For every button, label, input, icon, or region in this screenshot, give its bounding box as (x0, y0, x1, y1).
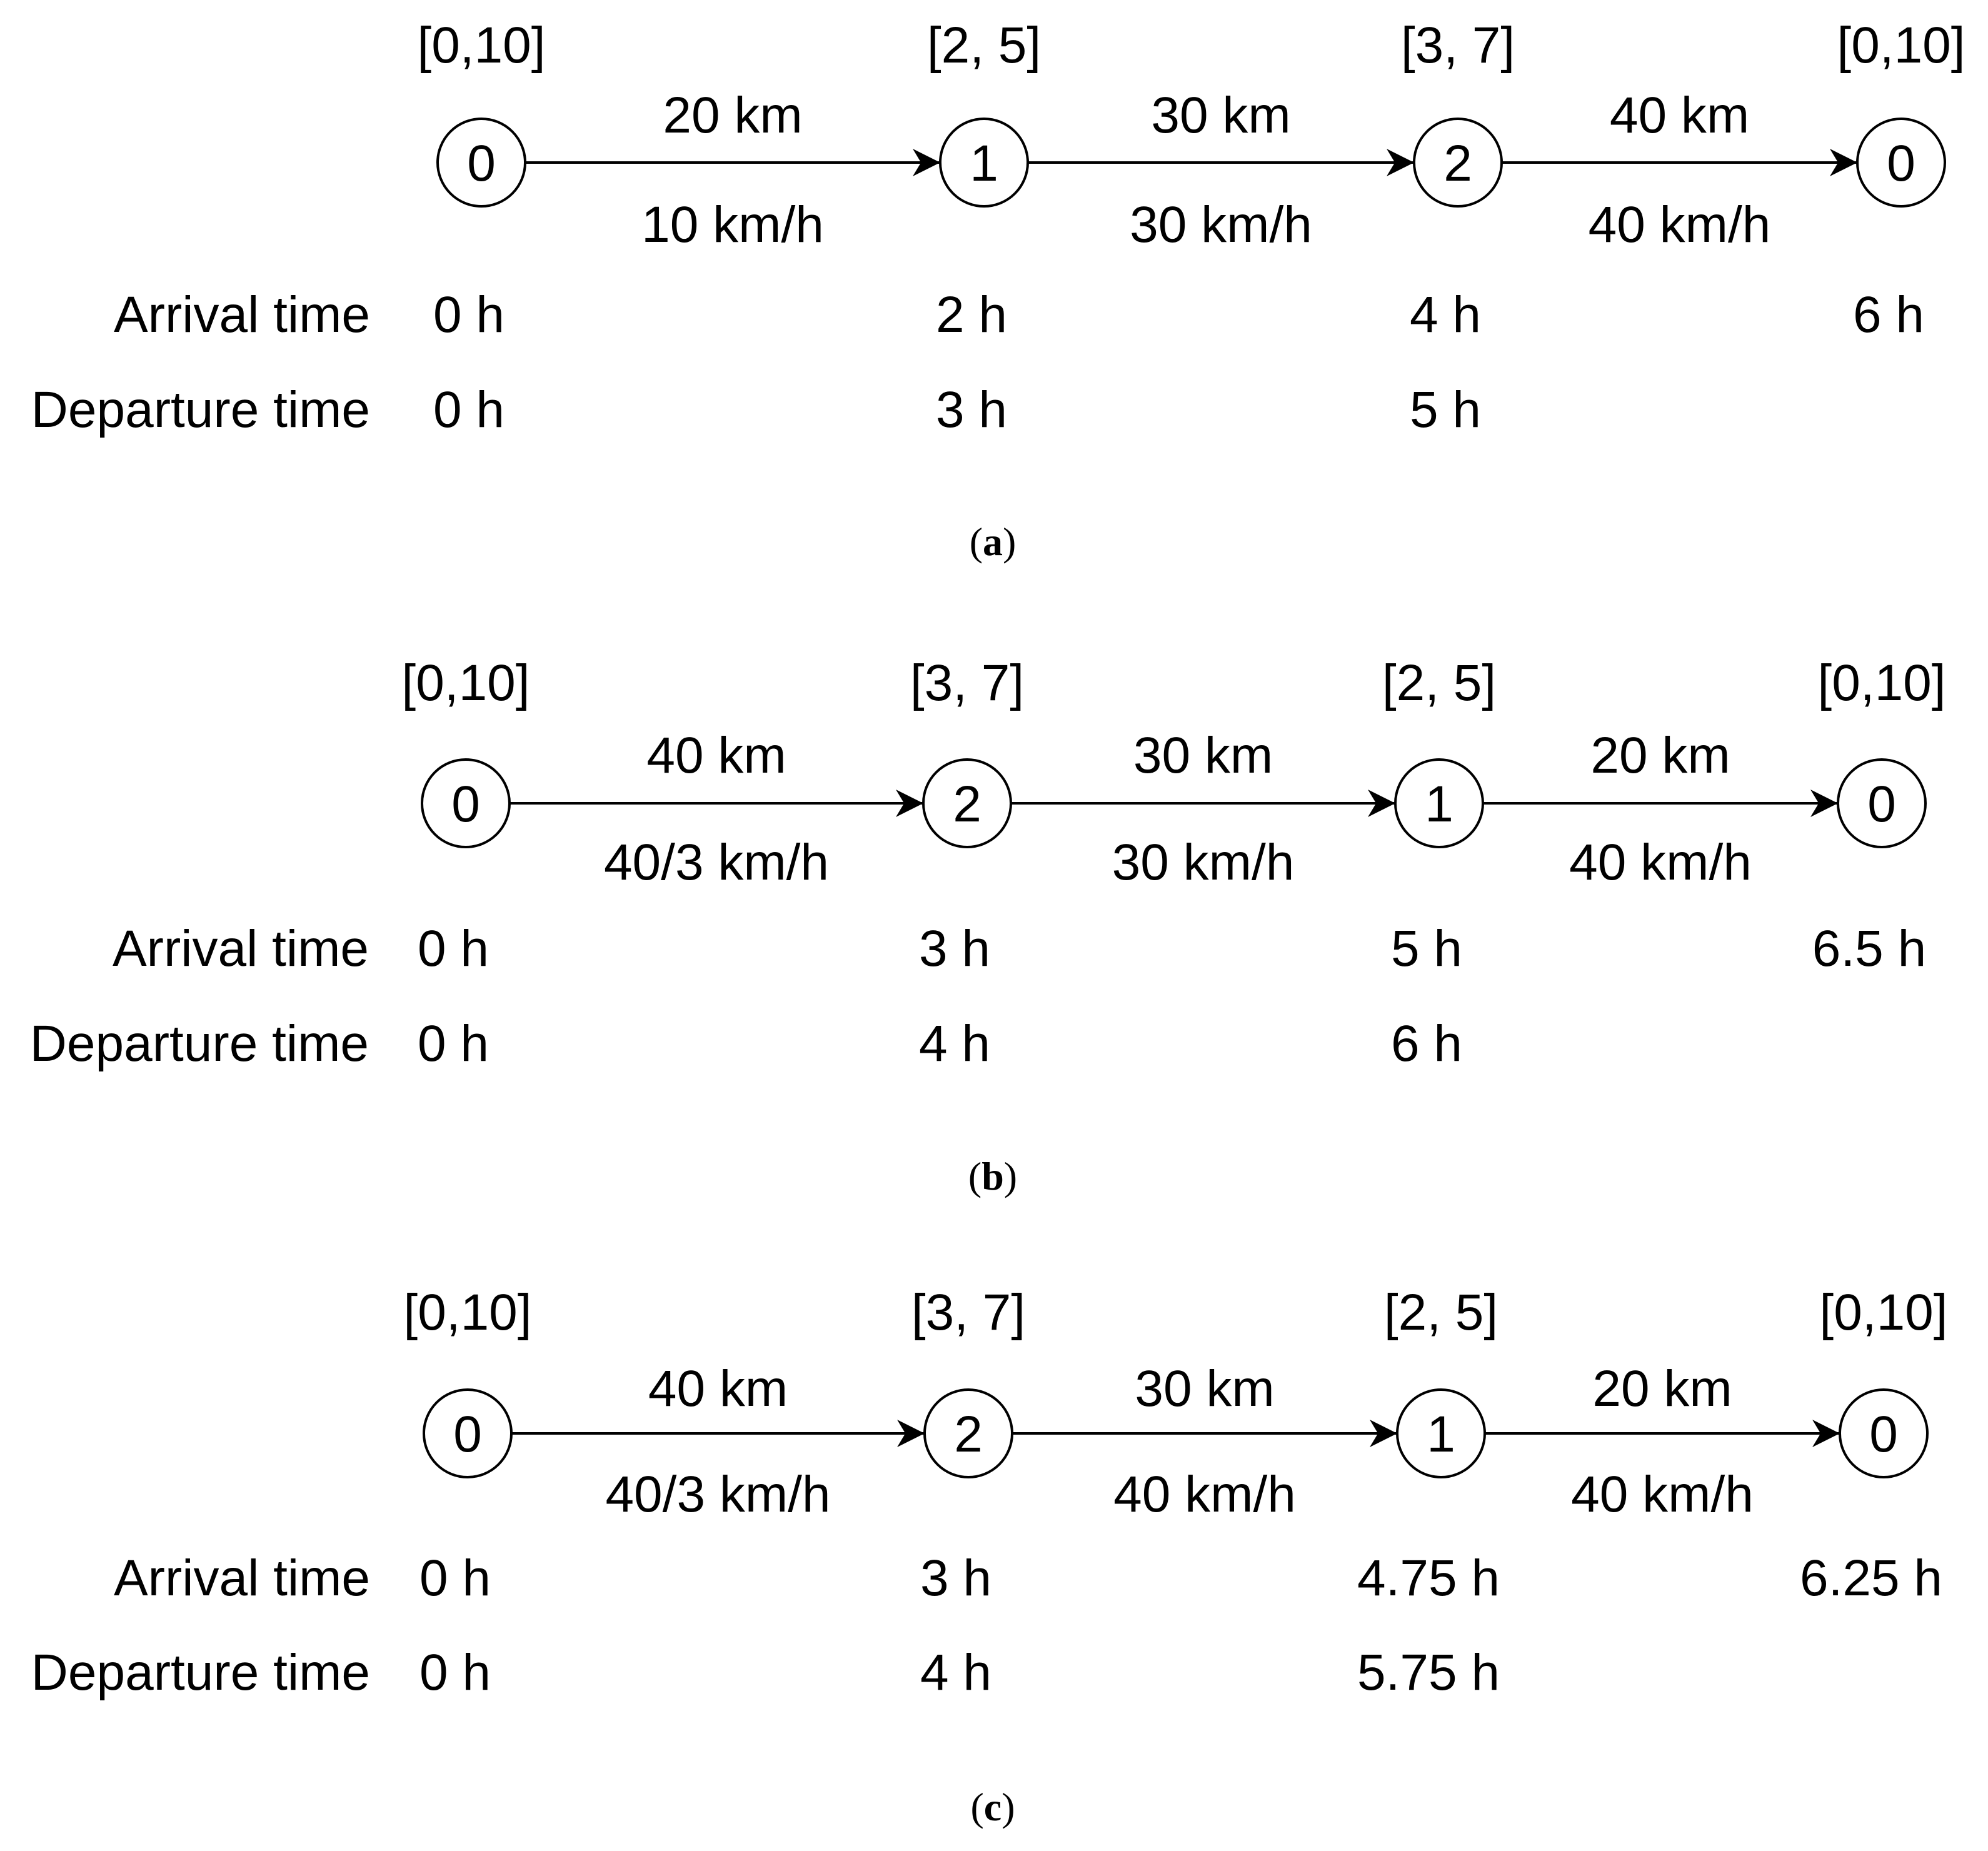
edge-distance-label: 20 km (1590, 727, 1730, 784)
node-label: 1 (1425, 776, 1453, 833)
node-label: 1 (1427, 1406, 1455, 1463)
edge-speed-label: 10 km/h (641, 196, 824, 253)
panel-b (30, 655, 1946, 1198)
arrival-time-value: 0 h (433, 286, 505, 343)
node-label: 0 (453, 1406, 482, 1463)
time-window-label: [3, 7] (910, 655, 1025, 711)
edge-speed-label: 30 km/h (1130, 196, 1312, 253)
edge-distance-label: 40 km (648, 1360, 788, 1417)
edge-speed-label: 40/3 km/h (603, 834, 830, 891)
time-window-label: [2, 5] (1383, 1284, 1499, 1341)
departure-time-value: 5 h (1410, 381, 1481, 438)
node-label: 0 (451, 776, 480, 833)
departure-time-label: Departure time (29, 1015, 369, 1072)
arrival-time-label: Arrival time (113, 286, 370, 343)
departure-time-label: Departure time (31, 381, 370, 438)
departure-time-value: 0 h (419, 1644, 491, 1701)
departure-time-value: 0 h (418, 1015, 489, 1072)
time-window-label: [2, 5] (1382, 655, 1497, 711)
time-window-label: [2, 5] (926, 17, 1042, 74)
departure-time-value: 3 h (936, 381, 1007, 438)
departure-time-value: 4 h (919, 1015, 990, 1072)
edge-speed-label: 40 km/h (1571, 1466, 1754, 1523)
node-label: 2 (953, 776, 981, 833)
time-window-label: [0,10] (1817, 655, 1946, 711)
time-window-label: [0,10] (417, 17, 546, 74)
edge-distance-label: 30 km (1133, 727, 1273, 784)
time-window-label: [0,10] (401, 655, 530, 711)
node-label: 0 (1869, 1406, 1898, 1463)
arrival-time-value: 0 h (418, 920, 489, 977)
time-window-label: [0,10] (1819, 1284, 1948, 1341)
edge-distance-label: 30 km (1151, 87, 1291, 144)
time-window-label: [3, 7] (1400, 17, 1515, 74)
time-window-label: [3, 7] (911, 1284, 1026, 1341)
panel-caption: (b) (968, 1154, 1018, 1198)
panel-caption: (c) (970, 1785, 1015, 1829)
edge-distance-label: 40 km (646, 727, 786, 784)
arrival-time-value: 4.75 h (1357, 1550, 1500, 1607)
departure-time-value: 5.75 h (1357, 1644, 1500, 1701)
departure-time-value: 6 h (1391, 1015, 1462, 1072)
panel-c (31, 1284, 1948, 1829)
edge-distance-label: 20 km (663, 87, 803, 144)
departure-time-value: 0 h (433, 381, 505, 438)
node-label: 1 (970, 135, 998, 192)
edge-speed-label: 40 km/h (1569, 834, 1752, 891)
edge-speed-label: 40 km/h (1588, 196, 1771, 253)
arrival-time-value: 6.25 h (1800, 1550, 1942, 1607)
panel-caption: (a) (969, 519, 1017, 564)
time-window-label: [0,10] (1837, 17, 1965, 74)
arrival-time-value: 6.5 h (1812, 920, 1927, 977)
arrival-time-label: Arrival time (113, 1550, 370, 1607)
node-label: 2 (954, 1406, 983, 1463)
departure-time-value: 4 h (920, 1644, 991, 1701)
panel-a (31, 17, 1965, 564)
arrival-time-value: 0 h (419, 1550, 491, 1607)
node-label: 2 (1443, 135, 1472, 192)
departure-time-label: Departure time (31, 1644, 370, 1701)
arrival-time-value: 3 h (919, 920, 990, 977)
node-label: 0 (1887, 135, 1915, 192)
node-label: 0 (1867, 776, 1896, 833)
arrival-time-value: 4 h (1410, 286, 1481, 343)
time-window-label: [0,10] (403, 1284, 532, 1341)
edge-speed-label: 40 km/h (1113, 1466, 1296, 1523)
edge-speed-label: 40/3 km/h (605, 1466, 831, 1523)
arrival-time-value: 2 h (936, 286, 1007, 343)
arrival-time-label: Arrival time (112, 920, 369, 977)
edge-distance-label: 30 km (1135, 1360, 1275, 1417)
edge-speed-label: 30 km/h (1112, 834, 1295, 891)
edge-distance-label: 40 km (1609, 87, 1750, 144)
node-label: 0 (467, 135, 496, 192)
edge-distance-label: 20 km (1592, 1360, 1732, 1417)
arrival-time-value: 5 h (1391, 920, 1462, 977)
arrival-time-value: 3 h (920, 1550, 991, 1607)
arrival-time-value: 6 h (1853, 286, 1924, 343)
